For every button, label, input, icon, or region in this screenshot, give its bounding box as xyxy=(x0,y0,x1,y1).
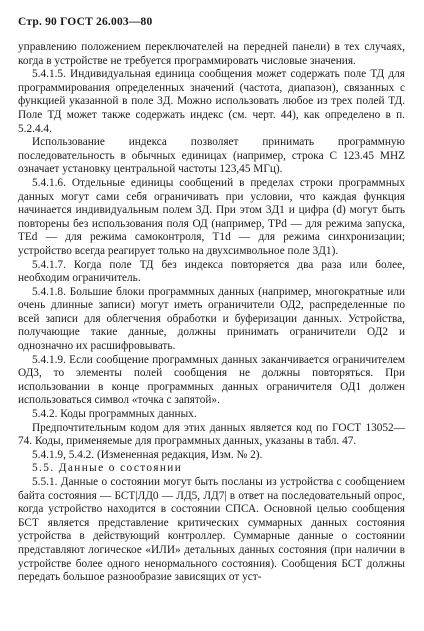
body-text xyxy=(18,41,405,585)
paragraph-5-4-1-5: 5.4.1.5. Индивидуальная единица сообщения может содержать поле ТД для программирования определенных значений (частота, диапазон), связанных с функцией указанной в поле 3Д. Можно использовать любое из трех полей ТД. Поле ТД может также содержать индекс (см. черт. 44), как определено в п. 5.2.4.4. xyxy=(18,68,405,135)
paragraph-amendment-note: 5.4.1.9, 5.4.2. (Измененная редакция, Изм. № 2). xyxy=(32,448,263,461)
paragraph-5-5-1: 5.5.1. Данные о состоянии могут быть посланы из устройства с сообщением байта состояния — БСТ|ЛД0 — ЛД5, ЛД7| в ответ на последовательный опрос, когда устройство находится в состоянии СПСА. Основной целью сообщения БСТ является представление критических суммарных данных состояния устройства в действующий контроллер. Суммарные данные о состоянии представляют логическое «ИЛИ» детальных данных состояния (при наличии в устройстве более одного ненормального состояния). Сообщения БСТ должны передать большое разнообразие зависящих от уст- xyxy=(18,476,405,584)
paragraph-5-4-1-8: 5.4.1.8. Большие блоки программных данных (например, многократные или очень длинные записи) могут иметь ограничители ОД2, распределенные по всей записи для облегчения обработки и буферизации данных. Устройства, получающие такие данные, должны принимать ограничители ОД2 и однозначно их расшифровывать. xyxy=(18,285,405,353)
paragraph-5-4-1-6: 5.4.1.6. Отдельные единицы сообщений в пределах строки программных данных могут сами себя ограничивать при условии, что каждая функция начинается индивидуальным полем 3Д. При этом 3Д1 и цифра (d) могут быть повторены без использования поля ОД (например, TPd — для режима запуска, TEd — для режима самоконтроля, T1d — для режима синхронизации; устройство всегда реагирует только на двухсимвольное поле 3Д1). xyxy=(18,176,405,257)
section-heading-5-5: 5.5. Данные о состоянии xyxy=(32,462,183,475)
paragraph-5-4-1-9: 5.4.1.9. Если сообщение программных данных заканчивается ограничителем ОД3, то элементы полей сообщения не должны повторяться. При использовании в конце программных данных ограничителя ОД1 должен использоваться символ «точка с запятой». xyxy=(18,353,405,407)
page-header: Стр. 90 ГОСТ 26.003—80 xyxy=(18,16,153,28)
paragraph-continuation: управлению положением переключателей на передней панели) в тех случаях, когда в устройстве не требуется программировать числовые значения. xyxy=(18,41,405,67)
paragraph-index-usage: Использование индекса позволяет принимать программную последовательность в обычных единицах (например, строка С 123.45 MHZ означает установку центральной частоты 123,45 МГц). xyxy=(18,136,405,176)
paragraph-5-4-2: 5.4.2. Коды программных данных. xyxy=(32,408,197,421)
paragraph-preferred-code: Предпочтительным кодом для этих данных является код по ГОСТ 13052—74. Коды, применяемые для программных данных, указаны в табл. 47. xyxy=(18,421,405,448)
paragraph-5-4-1-7: 5.4.1.7. Когда поле ТД без индекса повторяется два раза или более, необходим ограничитель. xyxy=(18,258,405,285)
